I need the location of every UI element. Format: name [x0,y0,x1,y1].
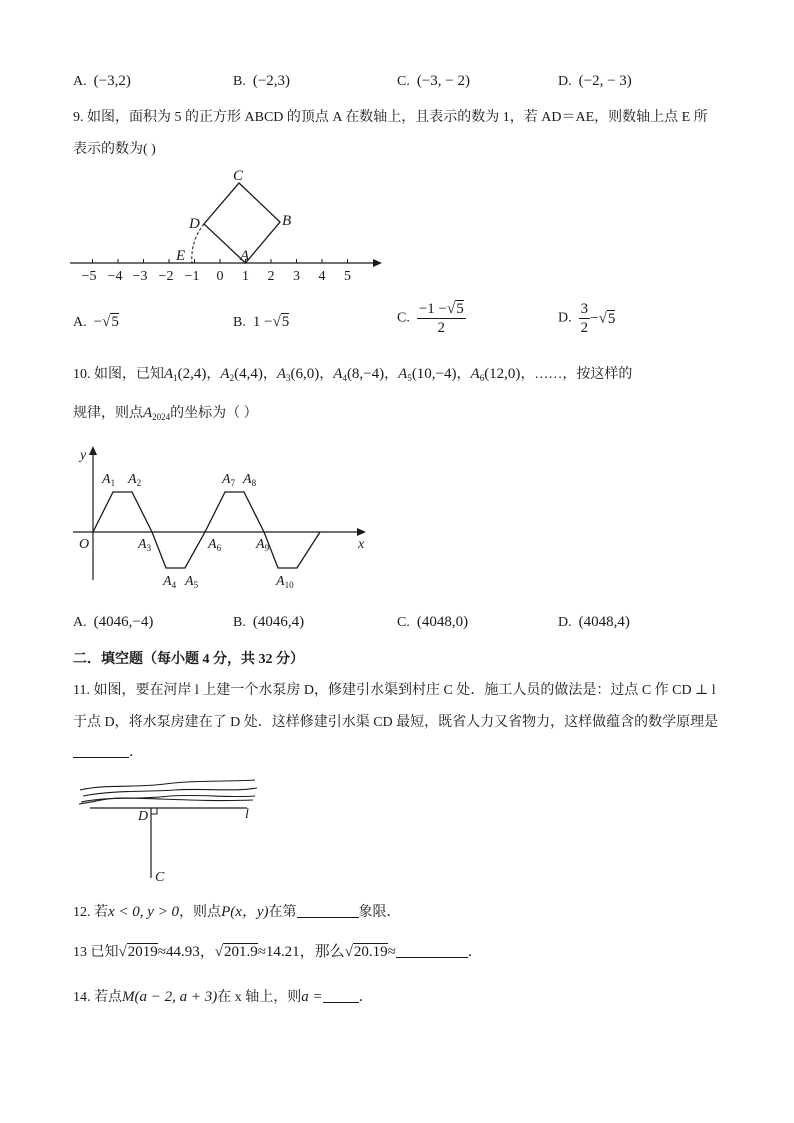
q11-stem-line1: 11. 如图，要在河岸 l 上建一个水泵房 D，修建引水渠到村庄 C 处．施工人员的做法是：过点 C 作 CD ⊥ l [73,683,716,698]
point-label-a5: $A_5$ [185,574,199,590]
number-line-arrow [373,259,382,267]
q11-stem-line2: 于点 D，将水泵房建在了 D 处．这样修建引水渠 CD 最短，既省人力又省物力，这样做蕴含的数学原理是 [73,715,719,730]
q10-option-c: C. (4048,0) [397,614,469,630]
point-label-a3: $A_3$ [138,537,152,553]
zigzag-path [93,492,320,568]
q11-stem-line3: ． [73,743,143,763]
q13-stem: 13 已知√2019≈44.93，√201.9≈14.21，那么√20.19≈ ． [73,944,482,960]
q11-river-figure [75,768,265,888]
tick-label-2: 2 [267,269,275,284]
axis-label-y: y [80,448,87,463]
river-bank-waves [79,780,257,804]
label-b: B [282,213,292,229]
label-d: D [189,216,200,232]
fraction: $\frac{-1 -√5}{2}$ [418,301,464,336]
origin-label: O [79,537,90,552]
q8-option-c: C. (−3, − 2) [397,73,471,89]
q8-option-d: D. (−2, − 3) [558,73,632,89]
label-a: A [240,248,250,264]
x-axis-arrow [357,528,366,536]
point-label-a1: $A_1$ [102,472,116,488]
label-c: C [155,870,165,885]
section-title-fill-in: 二．填空题（每小题 4 分，共 32 分） [73,652,304,667]
q10-option-b: B. (4046,4) [233,614,305,630]
q10-zigzag-figure [68,440,378,595]
q9-option-a: A. −√5 [73,314,119,330]
q9-stem-line2: 表示的数为( ) [73,142,156,157]
q9-option-b: B. 1 −√5 [233,314,290,330]
point-label-a2: $A_2$ [128,472,142,488]
point-label-a8: $A_8$ [243,472,257,488]
q10-option-d: D. (4048,4) [558,614,630,630]
point-label-a6: $A_6$ [208,537,222,553]
axis-label-x: x [358,537,365,552]
q12-stem: 12. 若x < 0, y > 0，则点P(x，y)在第 象限． [73,904,401,920]
tick-label-1: 1 [242,269,249,284]
q8-option-a: A. (−3,2) [73,73,131,89]
label-l: l [245,807,249,822]
q14-answer-blank[interactable] [323,988,359,1003]
point-label-a9: $A_9$ [256,537,270,553]
q10-stem-line2: 规律，则点$A_{2024}$的坐标为（ ） [73,405,258,422]
tick-label-neg2: −2 [158,269,174,284]
tick-label-neg4: −4 [107,269,123,284]
tick-label-5: 5 [344,269,351,284]
tick-label-neg1: −1 [184,269,200,284]
tick-label-4: 4 [318,269,326,284]
q10-option-a: A. (4046,−4) [73,614,154,630]
q10-stem-line1: 10. 如图，已知$A_1(2,4)$，$A_2(4,4)$，$A_3(6,0)$，$A_4(8,-4)$，$A_5(10,-4)$，$A_6(12,0)$，……，按这样的 [73,366,633,383]
y-axis-arrow [89,446,97,455]
q12-answer-blank[interactable] [297,903,359,918]
label-e: E [176,248,186,264]
q9-stem-line1: 9. 如图，面积为 5 的正方形 ABCD 的顶点 A 在数轴上，且表示的数为 1，若 AD＝AE，则数轴上点 E 所 [73,110,708,125]
tick-label-neg5: −5 [81,269,97,284]
point-label-a10: $A_{10}$ [276,574,294,590]
tick-label-neg3: −3 [132,269,148,284]
fraction: $\frac{3}{2}$ [580,301,589,336]
point-label-a7: $A_7$ [222,472,236,488]
q9-option-c: C. $\frac{-1 -√5}{2}$ [397,301,464,336]
q9-option-d: D. $\frac{3}{2}$ −√5 [558,301,616,336]
tick-label-0: 0 [216,269,224,284]
label-d: D [138,809,149,824]
q11-answer-blank[interactable] [73,743,129,758]
right-angle-mark [151,808,157,814]
q13-answer-blank[interactable] [396,943,468,958]
point-label-a4: $A_4$ [163,574,177,590]
tick-label-3: 3 [293,269,300,284]
q9-number-line-figure [65,165,390,290]
q14-stem: 14. 若点M(a − 2, a + 3)在 x 轴上，则a = ． [73,989,373,1005]
label-c: C [233,168,244,184]
q8-option-b: B. (−2,3) [233,73,291,89]
